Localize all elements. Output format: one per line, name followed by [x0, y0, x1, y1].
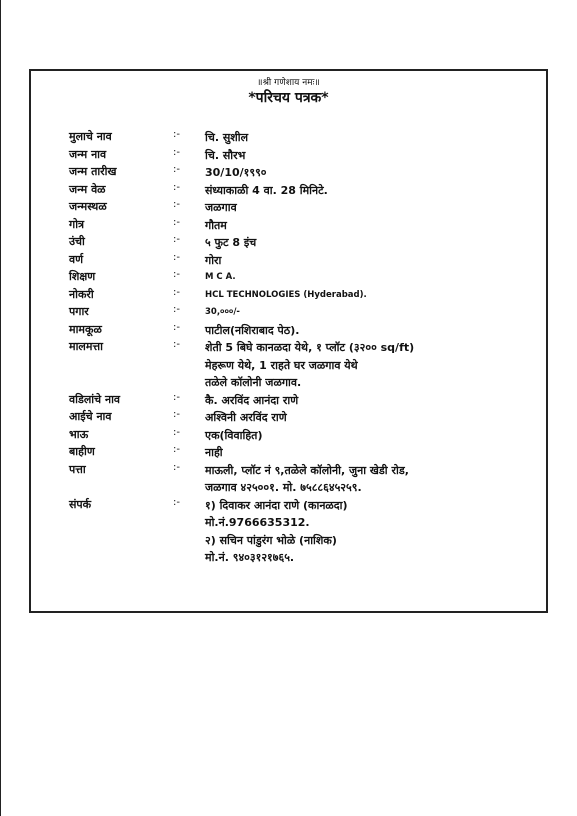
detail-separator: :- [173, 216, 180, 228]
detail-value [205, 129, 248, 147]
detail-value [205, 339, 414, 392]
biodata-card [29, 69, 548, 613]
detail-separator: :- [173, 234, 180, 245]
detail-value-line: संध्याकाळी 4 वा. 28 मिनिटे. [205, 183, 328, 197]
detail-label: जन्म वेळ [69, 182, 106, 196]
detail-value [205, 409, 287, 427]
detail-value [205, 392, 298, 410]
detail-value-line: तळेले कॉलोनी जळगाव. [205, 376, 302, 389]
detail-separator: :- [173, 461, 180, 473]
detail-separator: :- [173, 391, 180, 403]
detail-label: मुलाचे नाव [69, 130, 112, 143]
detail-value-line: १) दिवाकर आनंदा राणे (कानळदा) [205, 498, 348, 512]
detail-label: जन्मस्थळ [69, 200, 107, 213]
detail-value [205, 427, 262, 445]
detail-value [205, 252, 221, 270]
detail-value-line: गोरा [205, 253, 222, 267]
detail-separator: :- [173, 181, 180, 193]
detail-separator: :- [173, 269, 180, 280]
detail-separator: :- [173, 199, 180, 210]
detail-value-line: मो.नं. ९४०३१२१७६५. [205, 551, 295, 564]
detail-separator: :- [173, 409, 180, 420]
detail-value-line: मो.नं.9766635312. [205, 516, 310, 529]
detail-value-line: 30/10/१९९० [205, 166, 267, 179]
detail-value [205, 444, 223, 462]
detail-value-line: 30,०००/- [205, 307, 240, 317]
detail-value-line: शेती 5 बिघे कानळदा येथे, १ प्लॉट (३२०० sq/ft) [205, 341, 415, 354]
detail-value [205, 462, 409, 497]
detail-label: वडिलांचे नाव [69, 392, 121, 406]
detail-value-line: एक(विवाहित) [205, 428, 263, 442]
detail-separator: :- [173, 251, 180, 263]
detail-value-line: जळगाव [205, 201, 237, 214]
detail-value-line: चि. सुशील [205, 131, 249, 144]
detail-value-line: गौतम [205, 218, 227, 232]
detail-value-line: पाटील(नशिराबाद पेठ). [205, 323, 300, 337]
detail-value-line: HCL TECHNOLOGIES (Hyderabad). [205, 289, 367, 300]
detail-label: वर्ण [69, 252, 84, 266]
detail-label: आईचे नाव [69, 410, 112, 423]
detail-label: भाऊ [69, 427, 89, 441]
detail-separator: :- [173, 426, 180, 438]
detail-label: मामकूळ [69, 322, 102, 336]
detail-value [205, 304, 240, 322]
detail-separator: :- [173, 286, 180, 298]
detail-label: मालमत्ता [69, 340, 103, 353]
detail-label: बाहीण [69, 445, 95, 458]
detail-label: जन्म तारीख [69, 165, 117, 178]
detail-value [205, 497, 348, 567]
detail-label: जन्म नाव [69, 147, 107, 161]
detail-value [205, 322, 299, 340]
detail-label: पत्ता [69, 462, 86, 476]
detail-value-line: माऊली, प्लॉट नं ९,तळेले कॉलोनी, जुना खेडी रोड, [205, 463, 409, 477]
detail-value [205, 287, 367, 305]
page-left-edge [0, 0, 1, 816]
detail-label: नोकरी [69, 287, 94, 301]
detail-separator: :- [173, 321, 180, 333]
invocation-text: ॥श्री गणेशाय नमः॥ [257, 78, 320, 88]
detail-label: उंची [69, 235, 85, 248]
detail-separator: :- [173, 146, 180, 158]
detail-separator: :- [173, 164, 180, 175]
detail-separator: :- [173, 444, 180, 455]
detail-value-line: कै. अरविंद आनंदा राणे [205, 393, 299, 407]
detail-label: गोत्र [69, 217, 85, 231]
detail-value-line: नाही [205, 446, 223, 459]
detail-value-line: अश्विनी अरविंद राणे [205, 411, 287, 424]
detail-label: पगार [69, 305, 89, 318]
detail-separator: :- [173, 496, 180, 508]
detail-value [205, 147, 245, 165]
detail-value-line: मेहरूण येथे, 1 राहते घर जळगाव येथे [205, 358, 358, 372]
detail-value-line: ५ फुट 8 इंच [205, 236, 257, 249]
detail-separator: :- [173, 129, 180, 140]
detail-value [205, 182, 328, 200]
detail-separator: :- [173, 304, 180, 315]
detail-value [205, 199, 237, 217]
detail-value [205, 164, 267, 182]
page-title: *परिचय पत्रक* [248, 90, 329, 106]
detail-value-line: चि. सौरभ [205, 148, 246, 162]
detail-value [205, 234, 256, 252]
detail-value-line: २) सचिन पांडुरंग भोळे (नाशिक) [205, 533, 337, 547]
detail-separator: :- [173, 339, 180, 350]
detail-value-line: M C A. [205, 272, 236, 282]
detail-value-line: जळगाव ४२५००१. मो. ७५८८६४५२५९. [205, 481, 362, 494]
detail-value [205, 217, 227, 235]
detail-label: संपर्क [69, 497, 92, 511]
detail-label: शिक्षण [69, 270, 96, 283]
detail-value [205, 269, 236, 287]
